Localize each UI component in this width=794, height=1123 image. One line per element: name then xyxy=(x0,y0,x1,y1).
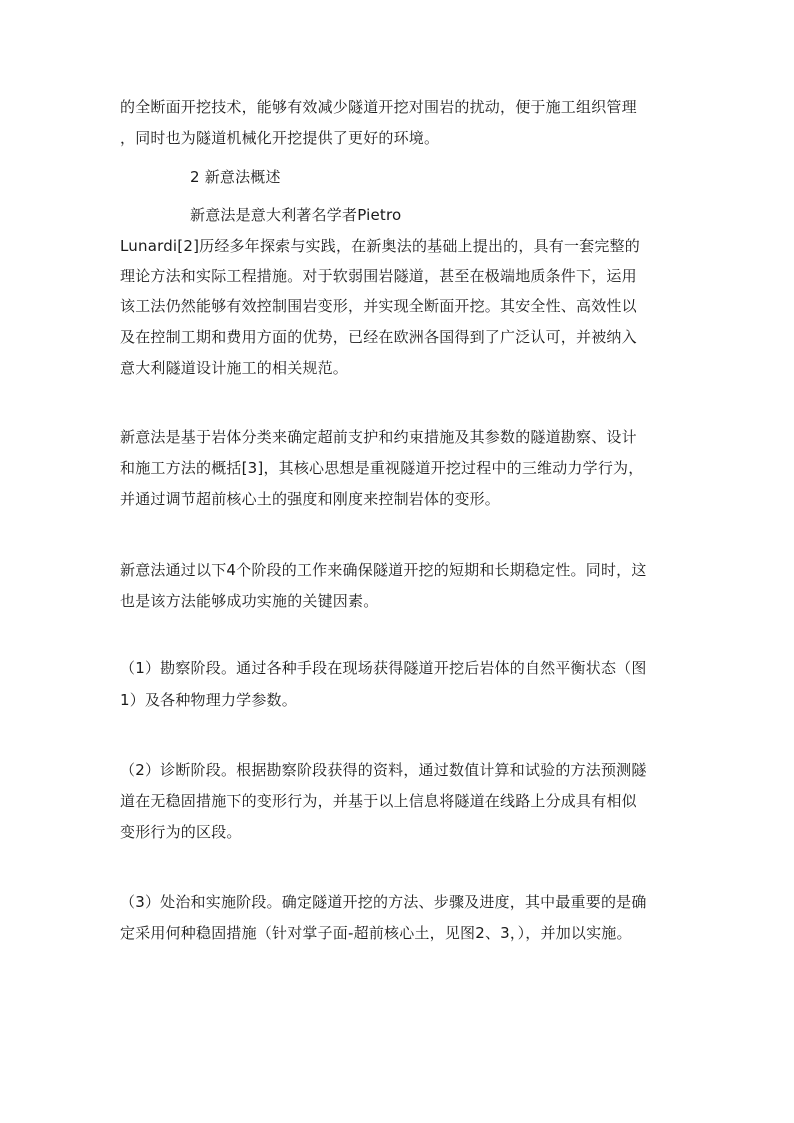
stages-line-1: 新意法通过以下4个阶段的工作来确保隧道开挖的短期和长期稳定性。同时，这 xyxy=(120,561,647,579)
intro-line-1: 的全断面开挖技术，能够有效减少隧道开挖对围岩的扰动，便于施工组织管理 xyxy=(120,98,637,116)
overview-line-1: 新意法是意大利著名学者Pietro xyxy=(190,206,402,224)
stage-2-line-2: 道在无稳固措施下的变形行为，并基于以上信息将隧道在线路上分成具有相似 xyxy=(120,792,637,810)
definition-line-1: 新意法是基于岩体分类来确定超前支护和约束措施及其参数的隧道勘察、设计 xyxy=(120,428,637,446)
section-heading: 2 新意法概述 xyxy=(190,168,281,186)
stage-1-line-1: （1）勘察阶段。通过各种手段在现场获得隧道开挖后岩体的自然平衡状态（图 xyxy=(120,659,647,677)
overview-line-5: 及在控制工期和费用方面的优势，已经在欧洲各国得到了广泛认可，并被纳入 xyxy=(120,328,637,346)
overview-line-6: 意大利隧道设计施工的相关规范。 xyxy=(120,359,349,377)
stage-3-line-1: （3）处治和实施阶段。确定隧道开挖的方法、步骤及进度，其中最重要的是确 xyxy=(120,893,647,911)
stages-line-2: 也是该方法能够成功实施的关键因素。 xyxy=(120,592,379,610)
overview-line-4: 该工法仍然能够有效控制围岩变形，并实现全断面开挖。其安全性、高效性以 xyxy=(120,297,637,315)
definition-line-2: 和施工方法的概括[3]，其核心思想是重视隧道开挖过程中的三维动力学行为， xyxy=(120,459,644,477)
overview-line-3: 理论方法和实际工程措施。对于软弱围岩隧道，甚至在极端地质条件下，运用 xyxy=(120,267,637,285)
intro-line-2: ，同时也为隧道机械化开挖提供了更好的环境。 xyxy=(120,129,440,147)
overview-line-2: Lunardi[2]历经多年探索与实践，在新奥法的基础上提出的，具有一套完整的 xyxy=(120,237,640,255)
stage-2-line-3: 变形行为的区段。 xyxy=(120,823,242,841)
stage-1-line-2: 1）及各种物理力学参数。 xyxy=(120,691,297,709)
stage-2-line-1: （2）诊断阶段。根据勘察阶段获得的资料，通过数值计算和试验的方法预测隧 xyxy=(120,761,647,779)
stage-3-line-2: 定采用何种稳固措施（针对掌子面-超前核心土，见图2、3，），并加以实施。 xyxy=(120,924,632,942)
definition-line-3: 并通过调节超前核心土的强度和刚度来控制岩体的变形。 xyxy=(120,490,501,508)
